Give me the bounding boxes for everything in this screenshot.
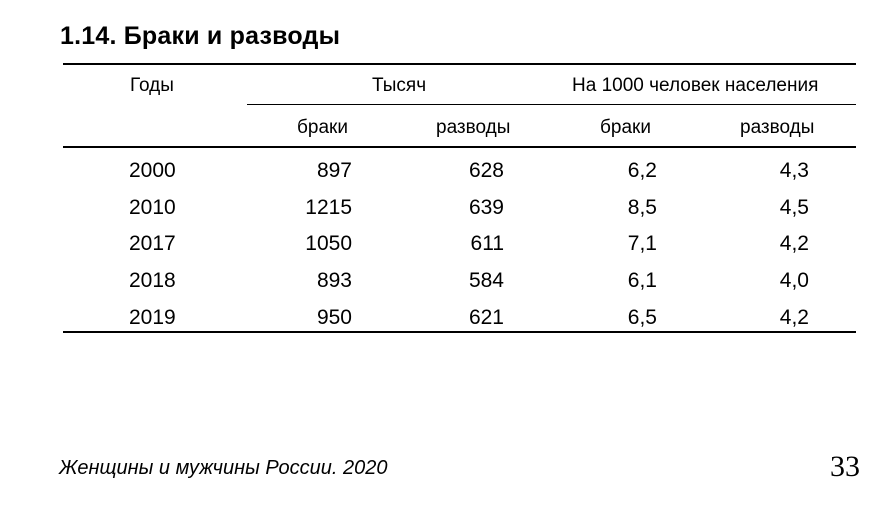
cell-divorces-per-1000: 4,0 — [779, 269, 809, 292]
cell-marriages-thousands: 950 — [316, 306, 352, 329]
header-bottom-rule — [63, 146, 856, 148]
cell-year: 2018 — [129, 269, 176, 292]
header-per-1000-divorces: разводы — [740, 117, 815, 138]
header-group-rule — [247, 104, 856, 105]
cell-year: 2010 — [129, 196, 176, 219]
cell-year: 2017 — [129, 232, 176, 255]
header-per-1000: На 1000 человек населения — [572, 75, 819, 96]
cell-divorces-thousands: 611 — [470, 232, 504, 255]
cell-marriages-per-1000: 7,1 — [627, 232, 657, 255]
footer-source: Женщины и мужчины России. 2020 — [59, 457, 388, 479]
table-bottom-rule — [63, 331, 856, 333]
cell-marriages-thousands: 1050 — [305, 232, 352, 255]
cell-divorces-thousands: 639 — [468, 196, 504, 219]
cell-marriages-thousands: 1215 — [305, 196, 352, 219]
cell-divorces-per-1000: 4,5 — [779, 196, 809, 219]
cell-divorces-thousands: 628 — [468, 159, 504, 182]
header-years: Годы — [130, 75, 174, 96]
cell-divorces-per-1000: 4,2 — [779, 306, 809, 329]
cell-marriages-per-1000: 6,1 — [627, 269, 657, 292]
cell-marriages-per-1000: 8,5 — [627, 196, 657, 219]
cell-marriages-thousands: 893 — [316, 269, 352, 292]
cell-year: 2000 — [129, 159, 176, 182]
cell-marriages-per-1000: 6,5 — [627, 306, 657, 329]
header-per-1000-marriages: браки — [600, 117, 651, 138]
cell-divorces-thousands: 584 — [468, 269, 504, 292]
cell-divorces-thousands: 621 — [468, 306, 504, 329]
cell-marriages-per-1000: 6,2 — [627, 159, 657, 182]
header-thousands: Тысяч — [372, 75, 427, 96]
header-thousands-marriages: браки — [297, 117, 348, 138]
table-top-rule — [63, 63, 856, 65]
cell-divorces-per-1000: 4,2 — [779, 232, 809, 255]
page-title: 1.14. Браки и разводы — [60, 22, 341, 50]
page-number: 33 — [830, 450, 860, 483]
cell-year: 2019 — [129, 306, 176, 329]
cell-marriages-thousands: 897 — [316, 159, 352, 182]
header-thousands-divorces: разводы — [436, 117, 511, 138]
cell-divorces-per-1000: 4,3 — [779, 159, 809, 182]
